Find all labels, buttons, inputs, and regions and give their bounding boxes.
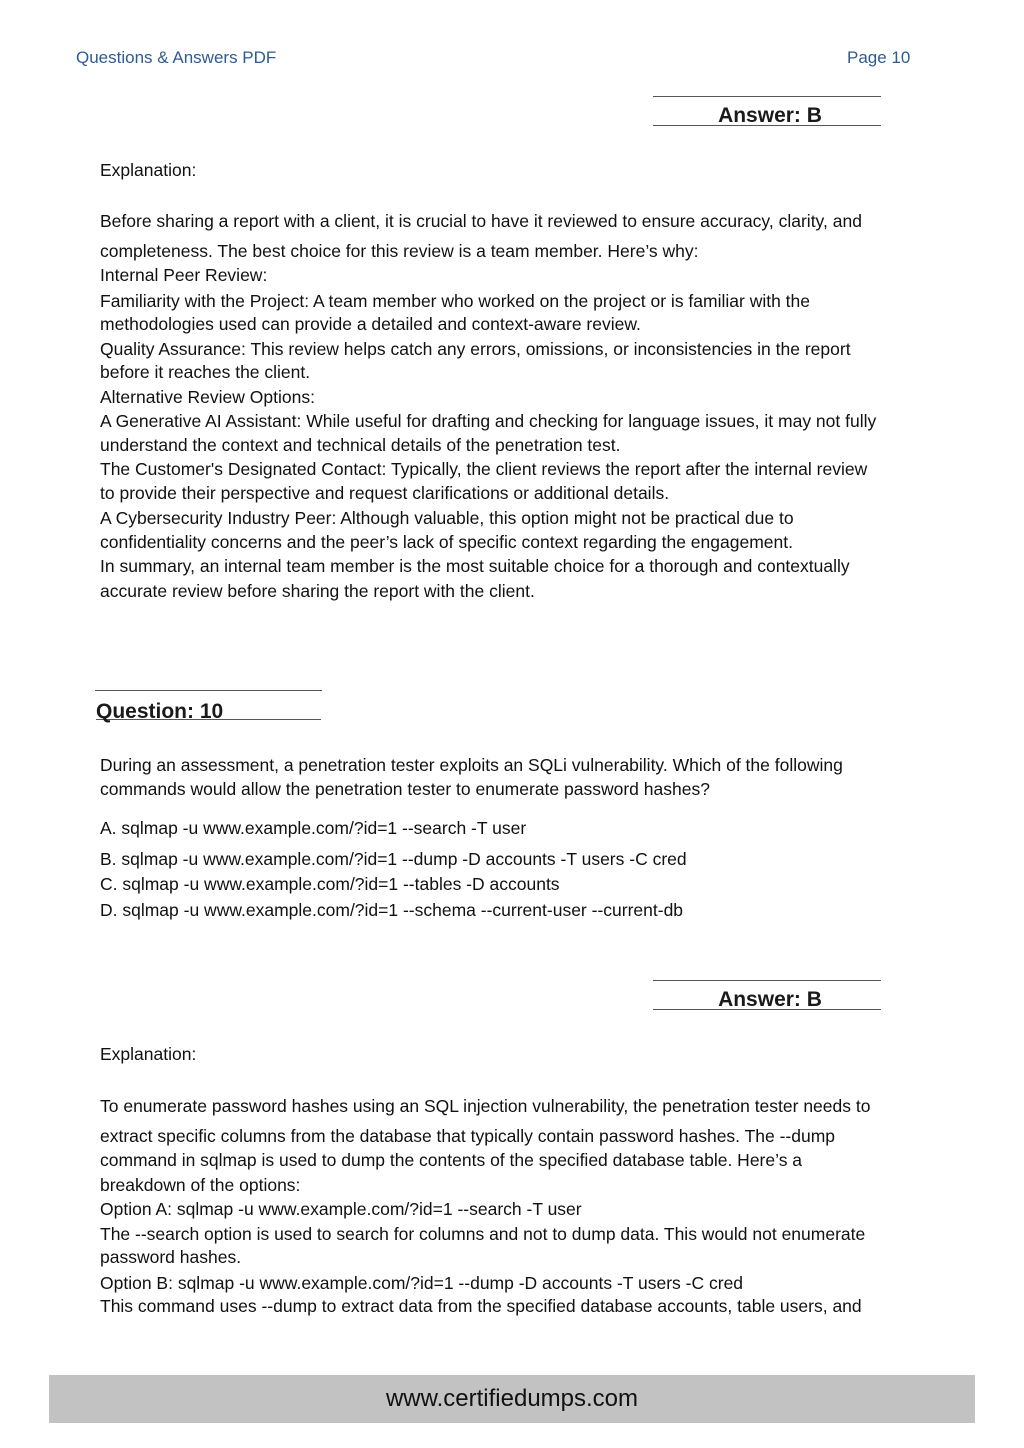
explanation-label: Explanation: — [100, 1044, 197, 1064]
explanation-line: To enumerate password hashes using an SQL injection vulnerability, the penetration tester needs to — [100, 1096, 871, 1116]
explanation-line: A Generative AI Assistant: While useful for drafting and checking for language issues, it may not fully — [100, 411, 877, 431]
answer-label: Answer: B — [653, 986, 881, 1010]
explanation-line: This command uses --dump to extract data from the specified database accounts, table users, and — [100, 1296, 862, 1316]
question-title: Question: 10 — [96, 698, 321, 720]
question-rule — [95, 690, 322, 691]
explanation-line: Alternative Review Options: — [100, 387, 315, 407]
option-b: B. sqlmap -u www.example.com/?id=1 --dump -D accounts -T users -C cred — [100, 849, 687, 869]
explanation-line: understand the context and technical details of the penetration test. — [100, 435, 621, 455]
explanation-line: Internal Peer Review: — [100, 265, 268, 285]
explanation-line: methodologies used can provide a detailed and context-aware review. — [100, 314, 641, 334]
question-text-line: During an assessment, a penetration tester exploits an SQLi vulnerability. Which of the following — [100, 755, 843, 775]
explanation-line: command in sqlmap is used to dump the contents of the specified database table. Here’s a — [100, 1150, 803, 1170]
footer-bar — [49, 1375, 975, 1423]
answer-label: Answer: B — [653, 102, 881, 126]
explanation-line: The Customer's Designated Contact: Typically, the client reviews the report after the internal review — [100, 459, 868, 479]
option-d: D. sqlmap -u www.example.com/?id=1 --schema --current-user --current-db — [100, 900, 684, 920]
explanation-line: to provide their perspective and request clarifications or additional details. — [100, 483, 670, 503]
explanation-line: accurate review before sharing the report with the client. — [100, 581, 535, 601]
explanation-line: password hashes. — [100, 1247, 242, 1267]
explanation-line: Option A: sqlmap -u www.example.com/?id=1 --search -T user — [100, 1199, 582, 1219]
explanation-line: Familiarity with the Project: A team member who worked on the project or is familiar with the — [100, 291, 810, 311]
page-number: Page 10 — [847, 48, 911, 67]
explanation-label: Explanation: — [100, 160, 197, 180]
document-title: Questions & Answers PDF — [76, 48, 277, 67]
explanation-line: Option B: sqlmap -u www.example.com/?id=1 --dump -D accounts -T users -C cred — [100, 1273, 744, 1293]
explanation-line: confidentiality concerns and the peer’s lack of specific context regarding the engagement. — [100, 532, 793, 552]
answer-rule — [653, 980, 881, 981]
option-a: A. sqlmap -u www.example.com/?id=1 --search -T user — [100, 818, 527, 838]
explanation-line: extract specific columns from the database that typically contain password hashes. The --dump — [100, 1126, 836, 1146]
explanation-line: Before sharing a report with a client, it is crucial to have it reviewed to ensure accuracy, clarity, and — [100, 211, 862, 231]
explanation-line: Quality Assurance: This review helps catch any errors, omissions, or inconsistencies in the report — [100, 339, 851, 359]
explanation-line: A Cybersecurity Industry Peer: Although valuable, this option might not be practical due to — [100, 508, 794, 528]
answer-rule — [653, 96, 881, 97]
explanation-line: before it reaches the client. — [100, 362, 311, 382]
explanation-line: The --search option is used to search for columns and not to dump data. This would not enumerate — [100, 1224, 866, 1244]
explanation-line: In summary, an internal team member is the most suitable choice for a thorough and contextually — [100, 556, 850, 576]
explanation-line: breakdown of the options: — [100, 1175, 301, 1195]
footer-url[interactable]: www.certifiedumps.com — [385, 1385, 639, 1412]
question-text-line: commands would allow the penetration tester to enumerate password hashes? — [100, 779, 710, 799]
explanation-line: completeness. The best choice for this review is a team member. Here’s why: — [100, 241, 699, 261]
option-c: C. sqlmap -u www.example.com/?id=1 --tables -D accounts — [100, 874, 560, 894]
